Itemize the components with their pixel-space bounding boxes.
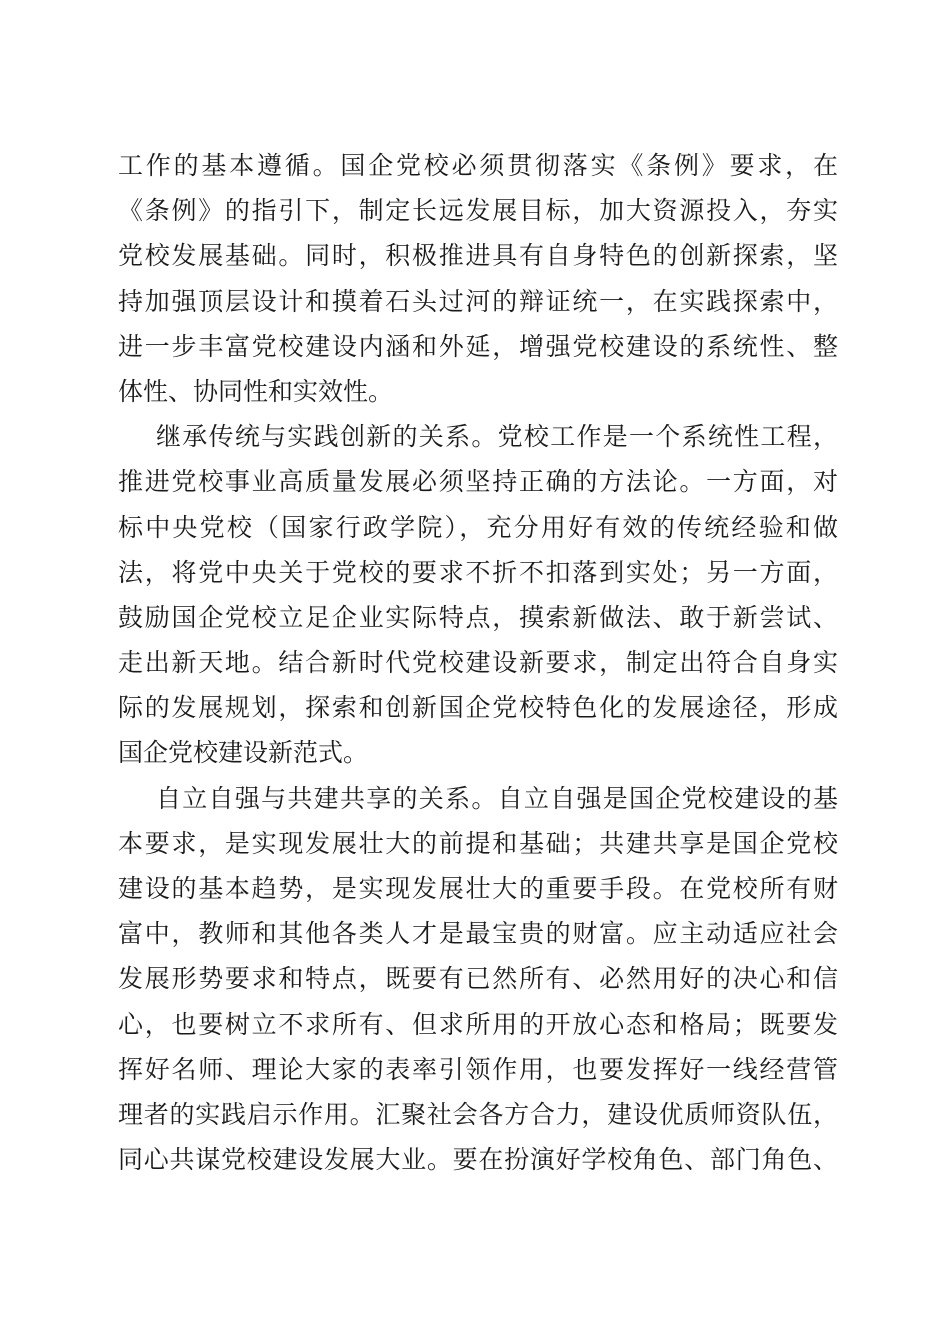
text-line: 心，也要树立不求所有、但求所用的开放心态和格局；既要发	[118, 1009, 838, 1039]
text-line: 标中央党校（国家行政学院），充分用好有效的传统经验和做	[118, 512, 838, 542]
text-line: 挥好名师、理论大家的表率引领作用，也要发挥好一线经营管	[118, 1054, 838, 1084]
text-line: 持加强顶层设计和摸着石头过河的辩证统一，在实践探索中，	[118, 286, 838, 316]
text-line: 建设的基本趋势，是实现发展壮大的重要手段。在党校所有财	[118, 874, 838, 903]
text-line: 发展形势要求和特点，既要有已然所有、必然用好的决心和信	[118, 964, 838, 994]
text-line: 工作的基本遵循。国企党校必须贯彻落实《条例》要求，在	[118, 151, 838, 180]
text-line: 际的发展规划，探索和创新国企党校特色化的发展途径，形成	[118, 693, 838, 723]
text-line: 鼓励国企党校立足企业实际特点，摸索新做法、敢于新尝试、	[118, 602, 838, 632]
text-line: 同心共谋党校建设发展大业。要在扮演好学校角色、部门角色、	[118, 1145, 838, 1175]
text-line: 走出新天地。结合新时代党校建设新要求，制定出符合自身实	[118, 648, 838, 678]
text-line: 国企党校建设新范式。	[118, 738, 369, 768]
text-line: 《条例》的指引下，制定长远发展目标，加大资源投入，夯实	[118, 196, 838, 226]
text-line: 本要求，是实现发展壮大的前提和基础；共建共享是国企党校	[118, 828, 838, 858]
text-line: 自立自强与共建共享的关系。自立自强是国企党校建设的基	[156, 783, 838, 813]
text-line: 继承传统与实践创新的关系。党校工作是一个系统性工程，	[156, 422, 838, 452]
paragraph-2	[118, 414, 838, 776]
text-line: 进一步丰富党校建设内涵和外延，增强党校建设的系统性、整	[118, 331, 838, 361]
text-line: 推进党校事业高质量发展必须坚持正确的方法论。一方面，对	[118, 467, 838, 497]
paragraph-1	[118, 143, 838, 414]
text-line: 法，将党中央关于党校的要求不折不扣落到实处；另一方面，	[118, 557, 838, 587]
paragraph-3	[118, 776, 838, 1183]
text-line: 体性、协同性和实效性。	[118, 376, 394, 406]
text-line: 富中，教师和其他各类人才是最宝贵的财富。应主动适应社会	[118, 919, 838, 949]
document-body	[118, 143, 838, 1182]
text-line: 党校发展基础。同时，积极推进具有自身特色的创新探索，坚	[118, 241, 838, 271]
text-line: 理者的实践启示作用。汇聚社会各方合力，建设优质师资队伍，	[118, 1099, 838, 1129]
